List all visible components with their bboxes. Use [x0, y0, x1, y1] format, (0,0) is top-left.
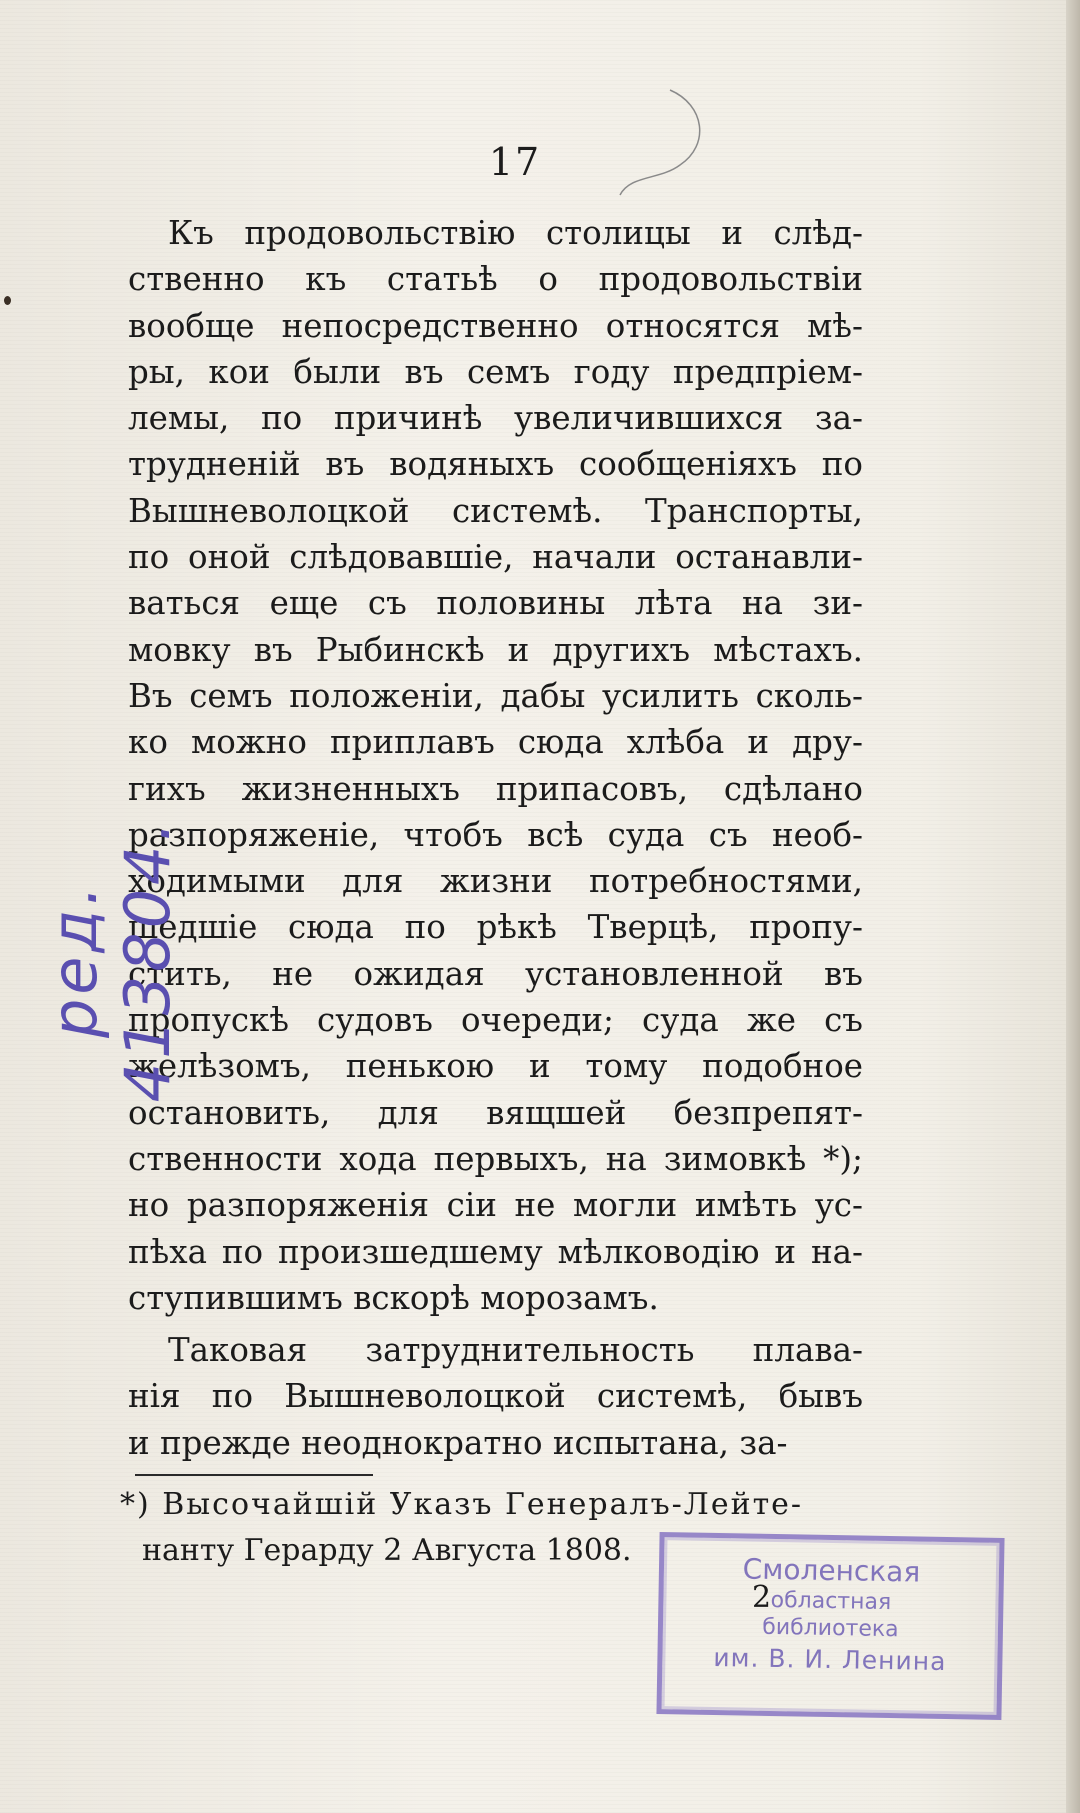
- binding-hole: [4, 296, 11, 305]
- body-line: ваться еще съ половины лѣта на зи-: [128, 584, 863, 623]
- body-line: пѣха по произшедшему мѣлководію и на-: [128, 1232, 863, 1271]
- body-line: Къ продовольствію столицы и слѣд-: [168, 214, 863, 252]
- body-line: мовку въ Рыбинскѣ и другихъ мѣстахъ.: [128, 630, 863, 669]
- page-edge: [1066, 0, 1080, 1813]
- stamp-line-2: областная: [770, 1587, 892, 1616]
- body-line: ко можно приплавъ сюда хлѣба и дру-: [128, 723, 863, 762]
- library-stamp: [656, 1532, 1004, 1720]
- body-line: вообще непосредственно относятся мѣ-: [128, 306, 863, 345]
- pencil-scribble-mark: [610, 85, 720, 205]
- footnote-line-1: *) Высочайшій Указъ Генералъ-Лейте-: [120, 1487, 804, 1522]
- body-line: ственно къ статьѣ о продовольствіи: [128, 260, 863, 299]
- body-line: ры, кои были въ семъ году предпріем-: [128, 352, 863, 391]
- body-line: стить, не ожидая установленной въ: [128, 954, 863, 993]
- body-line: разпоряженіе, чтобъ всѣ суда съ необ-: [128, 815, 863, 854]
- body-line: остановить, для вящшей безпрепят-: [128, 1093, 863, 1132]
- body-line: ходимыми для жизни потребностями,: [128, 862, 863, 901]
- body-line: шедшіе сюда по рѣкѣ Тверцѣ, пропу-: [128, 908, 863, 947]
- footnote-rule: [135, 1474, 373, 1476]
- body-line: ступившимъ вскорѣ морозамъ.: [128, 1278, 659, 1317]
- body-line: и прежде неоднократно испытана, за-: [128, 1423, 788, 1462]
- body-line: нія по Вышневолоцкой системѣ, бывъ: [128, 1377, 863, 1416]
- body-line: желѣзомъ, пенькою и тому подобное: [128, 1047, 863, 1086]
- stamp-line-1: Смоленская: [742, 1552, 921, 1589]
- body-line: гихъ жизненныхъ припасовъ, сдѣлано: [128, 769, 863, 808]
- body-line: но разпоряженія сіи не могли имѣть ус-: [128, 1186, 863, 1225]
- body-line: Въ семъ положеніи, дабы усилить сколь-: [128, 676, 863, 715]
- body-text: [128, 210, 863, 1466]
- stamp-line-3: библиотека: [762, 1614, 899, 1643]
- stamp-line-4: им. В. И. Ленина: [713, 1642, 947, 1677]
- footnote-line-2: нанту Герарду 2 Августа 1808.: [142, 1533, 632, 1568]
- body-line: лемы, по причинѣ увеличившихся за-: [128, 399, 863, 438]
- body-line: пропускѣ судовъ очереди; суда же съ: [128, 1001, 863, 1040]
- body-line: трудненій въ водяныхъ сообщеніяхъ по: [128, 445, 863, 484]
- handwritten-shelfmark-text: ред. 413804.: [38, 817, 184, 1103]
- signature-mark: 2: [752, 1580, 772, 1615]
- page-number: 17: [488, 140, 542, 184]
- body-line: Вышневолоцкой системѣ. Транспорты,: [128, 491, 863, 530]
- body-line: ственности хода первыхъ, на зимовкѣ *);: [128, 1139, 863, 1178]
- body-line: по оной слѣдовавшіе, начали останавли-: [128, 538, 863, 577]
- body-line: Таковая затруднительность плава-: [168, 1331, 863, 1370]
- handwritten-shelfmark: [0, 817, 278, 1103]
